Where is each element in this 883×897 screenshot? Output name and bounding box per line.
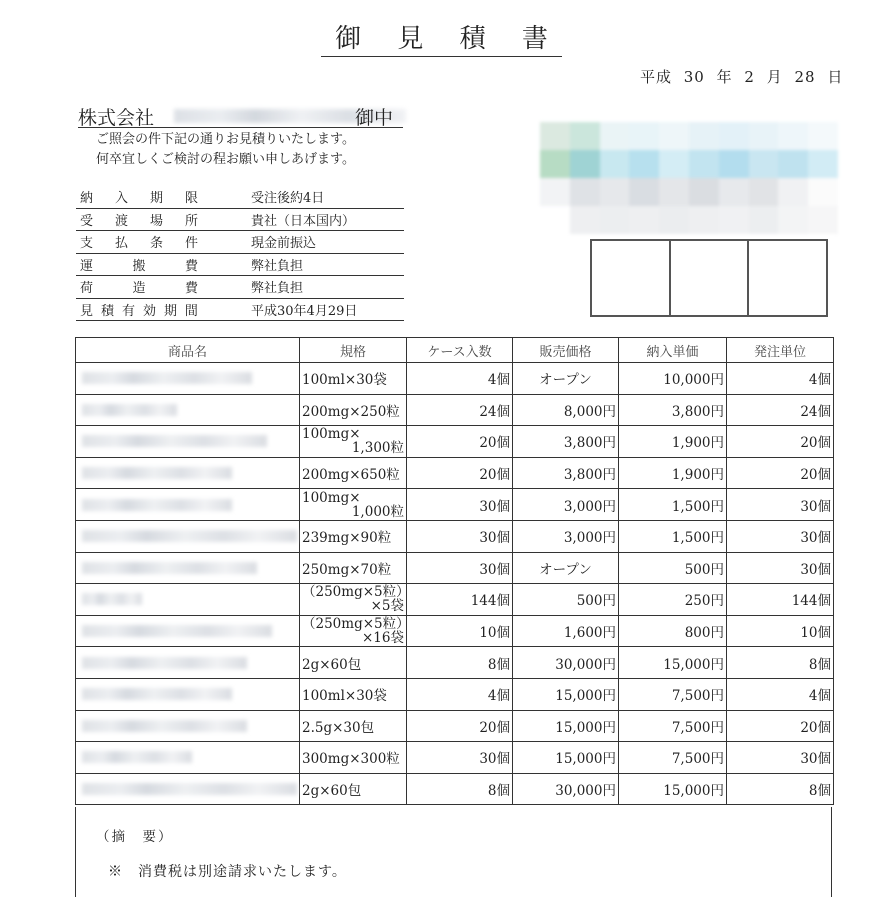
redacted-text — [82, 372, 252, 384]
redacted-text — [82, 435, 267, 447]
unit-price-cell: 800円 — [619, 615, 727, 647]
stamp-box — [592, 241, 671, 315]
terms-key-label: 納 入 期 限 — [80, 191, 198, 207]
mosaic-tile — [689, 206, 719, 234]
case-qty-cell: 8個 — [407, 773, 513, 805]
spec-line: 200mg×650粒 — [302, 467, 400, 484]
document-title: 御 見 積 書 — [0, 18, 883, 55]
terms-row — [76, 208, 404, 231]
spec-line: （250mg×5粒） — [302, 584, 410, 601]
redacted-text — [82, 562, 257, 574]
mosaic-tile — [808, 206, 838, 234]
terms-key-label: 受 渡 場 所 — [80, 213, 198, 229]
mosaic-tile — [600, 150, 630, 178]
case-qty-cell: 8個 — [407, 647, 513, 679]
spec-cell — [300, 552, 407, 584]
remarks-heading: （摘 要） — [96, 829, 174, 845]
terms-key — [76, 186, 251, 208]
mosaic-tile — [749, 150, 779, 178]
product-name-redacted — [76, 394, 300, 426]
case-qty-cell: 20個 — [407, 426, 513, 458]
mosaic-tile — [570, 206, 600, 234]
greeting-line: 何卒宜しくご検討の程お願い申しあげます。 — [96, 152, 355, 167]
terms-key-label: 支 払 条 件 — [80, 236, 198, 252]
sale-price-cell: 500円 — [513, 584, 619, 616]
spec-line-2: 1,000粒 — [351, 503, 404, 520]
spec-line: 100mg× — [302, 489, 361, 506]
sale-price-cell: 15,000円 — [513, 678, 619, 710]
table-row — [76, 489, 834, 521]
unit-price-cell: 1,900円 — [619, 457, 727, 489]
spec-line: 100ml×30袋 — [302, 688, 387, 705]
spec-line: 100mg× — [302, 426, 361, 443]
case-qty-cell: 30個 — [407, 552, 513, 584]
stamp-box — [749, 241, 826, 315]
unit-price-cell: 1,500円 — [619, 520, 727, 552]
redacted-text — [82, 593, 142, 605]
terms-value: 現金前振込 — [251, 231, 404, 254]
sale-price-cell: 3,000円 — [513, 520, 619, 552]
unit-price-cell: 7,500円 — [619, 742, 727, 774]
mosaic-tile — [689, 122, 719, 150]
tax-note: ※ 消費税は別途請求いたします。 — [108, 864, 347, 880]
case-qty-cell: 24個 — [407, 394, 513, 426]
mosaic-tile — [689, 150, 719, 178]
mosaic-tile — [600, 122, 630, 150]
product-name-redacted — [76, 457, 300, 489]
mosaic-tile — [570, 150, 600, 178]
unit-price-cell: 3,800円 — [619, 394, 727, 426]
terms-row — [76, 298, 404, 321]
mosaic-tile — [540, 150, 570, 178]
table-row — [76, 647, 834, 679]
unit-price-cell: 15,000円 — [619, 647, 727, 679]
redacted-text — [82, 625, 272, 637]
mosaic-tile — [659, 150, 689, 178]
order-unit-cell: 30個 — [727, 552, 834, 584]
spec-line-2: ×16袋 — [362, 630, 404, 647]
terms-row — [76, 231, 404, 254]
order-unit-cell: 20個 — [727, 457, 834, 489]
mosaic-tile — [719, 206, 749, 234]
terms-key — [76, 298, 251, 321]
terms-table — [76, 186, 404, 321]
greeting-line: ご照会の件下記の通りお見積りいたします。 — [96, 132, 355, 147]
table-row — [76, 584, 834, 616]
spec-line: 300mg×300粒 — [302, 751, 400, 768]
redacted-text — [82, 530, 297, 542]
product-name-redacted — [76, 647, 300, 679]
mosaic-tile — [808, 150, 838, 178]
table-row — [76, 394, 834, 426]
redacted-text — [82, 499, 232, 511]
spec-cell — [300, 742, 407, 774]
mosaic-tile — [808, 178, 838, 206]
mosaic-tile — [719, 178, 749, 206]
sale-price-cell: オープン — [513, 363, 619, 395]
spec-cell — [300, 394, 407, 426]
product-name-redacted — [76, 520, 300, 552]
unit-price-cell: 7,500円 — [619, 710, 727, 742]
col-header-case: ケース入数 — [407, 338, 513, 363]
terms-key-label: 見 積 有 効 期 間 — [80, 303, 198, 319]
order-unit-cell: 30個 — [727, 489, 834, 521]
order-unit-cell: 20個 — [727, 710, 834, 742]
unit-price-cell: 250円 — [619, 584, 727, 616]
mosaic-tile — [570, 178, 600, 206]
spec-line: 250mg×70粒 — [302, 561, 392, 578]
redacted-text — [82, 688, 232, 700]
spec-line: 2.5g×30包 — [302, 719, 375, 736]
redacted-text — [82, 404, 177, 416]
product-name-redacted — [76, 773, 300, 805]
case-qty-cell: 30個 — [407, 520, 513, 552]
mosaic-tile — [808, 122, 838, 150]
terms-row — [76, 276, 404, 299]
spec-cell — [300, 615, 410, 647]
terms-key-label: 運 搬 費 — [80, 258, 198, 274]
product-name-redacted — [76, 615, 300, 647]
col-header-unit-price: 納入単価 — [619, 338, 727, 363]
remarks-section — [75, 807, 832, 897]
mosaic-tile — [600, 206, 630, 234]
spec-cell — [300, 426, 407, 458]
spec-cell — [300, 363, 407, 395]
spec-cell — [300, 584, 410, 616]
terms-key-label: 荷 造 費 — [80, 281, 198, 297]
mosaic-tile — [749, 206, 779, 234]
mosaic-tile — [629, 122, 659, 150]
terms-value: 受注後約4日 — [251, 186, 404, 208]
table-header-row — [76, 338, 834, 363]
case-qty-cell: 30個 — [407, 742, 513, 774]
sale-price-cell: 8,000円 — [513, 394, 619, 426]
mosaic-tile — [629, 150, 659, 178]
redacted-text — [82, 751, 192, 763]
spec-line-2: 1,300粒 — [351, 440, 404, 457]
sale-price-cell: 15,000円 — [513, 710, 619, 742]
mosaic-tile — [719, 150, 749, 178]
table-row — [76, 552, 834, 584]
order-unit-cell: 4個 — [727, 363, 834, 395]
terms-value: 平成30年4月29日 — [251, 298, 404, 321]
approval-stamp-boxes — [590, 239, 828, 317]
terms-row — [76, 186, 404, 208]
sale-price-cell: 3,000円 — [513, 489, 619, 521]
product-name-redacted — [76, 363, 300, 395]
terms-key — [76, 208, 251, 231]
table-row — [76, 742, 834, 774]
terms-key — [76, 253, 251, 276]
table-row — [76, 363, 834, 395]
order-unit-cell: 8個 — [727, 773, 834, 805]
unit-price-cell: 10,000円 — [619, 363, 727, 395]
spec-cell — [300, 678, 407, 710]
case-qty-cell: 20個 — [407, 710, 513, 742]
table-row — [76, 615, 834, 647]
mosaic-tile — [719, 122, 749, 150]
order-unit-cell: 30個 — [727, 520, 834, 552]
case-qty-cell: 10個 — [407, 615, 513, 647]
sale-price-cell: オープン — [513, 552, 619, 584]
sale-price-cell: 1,600円 — [513, 615, 619, 647]
spec-line: 2g×60包 — [302, 656, 362, 673]
greeting — [96, 130, 355, 170]
terms-key — [76, 276, 251, 299]
mosaic-tile — [540, 206, 570, 234]
table-row — [76, 773, 834, 805]
terms-key — [76, 231, 251, 254]
mosaic-tile — [540, 122, 570, 150]
case-qty-cell: 144個 — [407, 584, 513, 616]
unit-price-cell: 7,500円 — [619, 678, 727, 710]
redacted-text — [82, 657, 247, 669]
redacted-text — [82, 720, 247, 732]
redacted-text — [82, 783, 297, 795]
unit-price-cell: 500円 — [619, 552, 727, 584]
mosaic-tile — [749, 178, 779, 206]
col-header-product: 商品名 — [76, 338, 300, 363]
table-row — [76, 426, 834, 458]
stamp-box — [671, 241, 750, 315]
spec-cell — [300, 710, 407, 742]
mosaic-tile — [570, 122, 600, 150]
order-unit-cell: 144個 — [727, 584, 834, 616]
unit-price-cell: 1,500円 — [619, 489, 727, 521]
spec-cell — [300, 457, 407, 489]
sale-price-cell: 15,000円 — [513, 742, 619, 774]
mosaic-tile — [778, 206, 808, 234]
spec-line: 239mg×90粒 — [302, 530, 392, 547]
mosaic-tile — [659, 122, 689, 150]
table-row — [76, 678, 834, 710]
case-qty-cell: 30個 — [407, 489, 513, 521]
table-row — [76, 520, 834, 552]
order-unit-cell: 8個 — [727, 647, 834, 679]
spec-cell — [300, 773, 407, 805]
client-name — [78, 103, 403, 128]
spec-line: 200mg×250粒 — [302, 403, 400, 420]
terms-row — [76, 253, 404, 276]
unit-price-cell: 15,000円 — [619, 773, 727, 805]
mosaic-tile — [778, 178, 808, 206]
order-unit-cell: 30個 — [727, 742, 834, 774]
spec-cell — [300, 647, 407, 679]
case-qty-cell: 4個 — [407, 678, 513, 710]
mosaic-tile — [749, 122, 779, 150]
col-header-sale-price: 販売価格 — [513, 338, 619, 363]
spec-line: 2g×60包 — [302, 783, 362, 800]
product-name-redacted — [76, 710, 300, 742]
sale-price-cell: 3,800円 — [513, 457, 619, 489]
table-row — [76, 710, 834, 742]
mosaic-tile — [540, 178, 570, 206]
sale-price-cell: 30,000円 — [513, 773, 619, 805]
case-qty-cell: 4個 — [407, 363, 513, 395]
spec-line: （250mg×5粒） — [302, 616, 410, 633]
mosaic-tile — [689, 178, 719, 206]
mosaic-tile — [778, 150, 808, 178]
product-name-redacted — [76, 552, 300, 584]
mosaic-tile — [659, 206, 689, 234]
honorific: 御中 — [354, 107, 393, 129]
terms-value: 弊社負担 — [251, 276, 404, 299]
quote-items-table — [75, 337, 834, 805]
mosaic-tile — [600, 178, 630, 206]
spec-cell — [300, 489, 407, 521]
case-qty-cell: 20個 — [407, 457, 513, 489]
product-name-redacted — [76, 678, 300, 710]
order-unit-cell: 10個 — [727, 615, 834, 647]
product-name-redacted — [76, 584, 300, 616]
order-unit-cell: 24個 — [727, 394, 834, 426]
issue-date: 平成 30 年 2 月 28 日 — [640, 68, 844, 86]
spec-line: 100ml×30袋 — [302, 372, 387, 389]
terms-value: 貴社（日本国内） — [251, 208, 404, 231]
product-name-redacted — [76, 489, 300, 521]
terms-value: 弊社負担 — [251, 253, 404, 276]
spec-line-2: ×5袋 — [370, 598, 404, 615]
order-unit-cell: 20個 — [727, 426, 834, 458]
company-prefix: 株式会社 — [78, 107, 155, 129]
product-name-redacted — [76, 742, 300, 774]
mosaic-tile — [629, 206, 659, 234]
table-row — [76, 457, 834, 489]
order-unit-cell: 4個 — [727, 678, 834, 710]
col-header-spec: 規格 — [300, 338, 407, 363]
mosaic-tile — [778, 122, 808, 150]
redacted-text — [82, 467, 232, 479]
redacted-issuer-info — [540, 122, 838, 234]
product-name-redacted — [76, 426, 300, 458]
unit-price-cell: 1,900円 — [619, 426, 727, 458]
mosaic-tile — [659, 178, 689, 206]
sale-price-cell: 3,800円 — [513, 426, 619, 458]
spec-cell — [300, 520, 407, 552]
sale-price-cell: 30,000円 — [513, 647, 619, 679]
mosaic-tile — [629, 178, 659, 206]
col-header-order-unit: 発注単位 — [727, 338, 834, 363]
